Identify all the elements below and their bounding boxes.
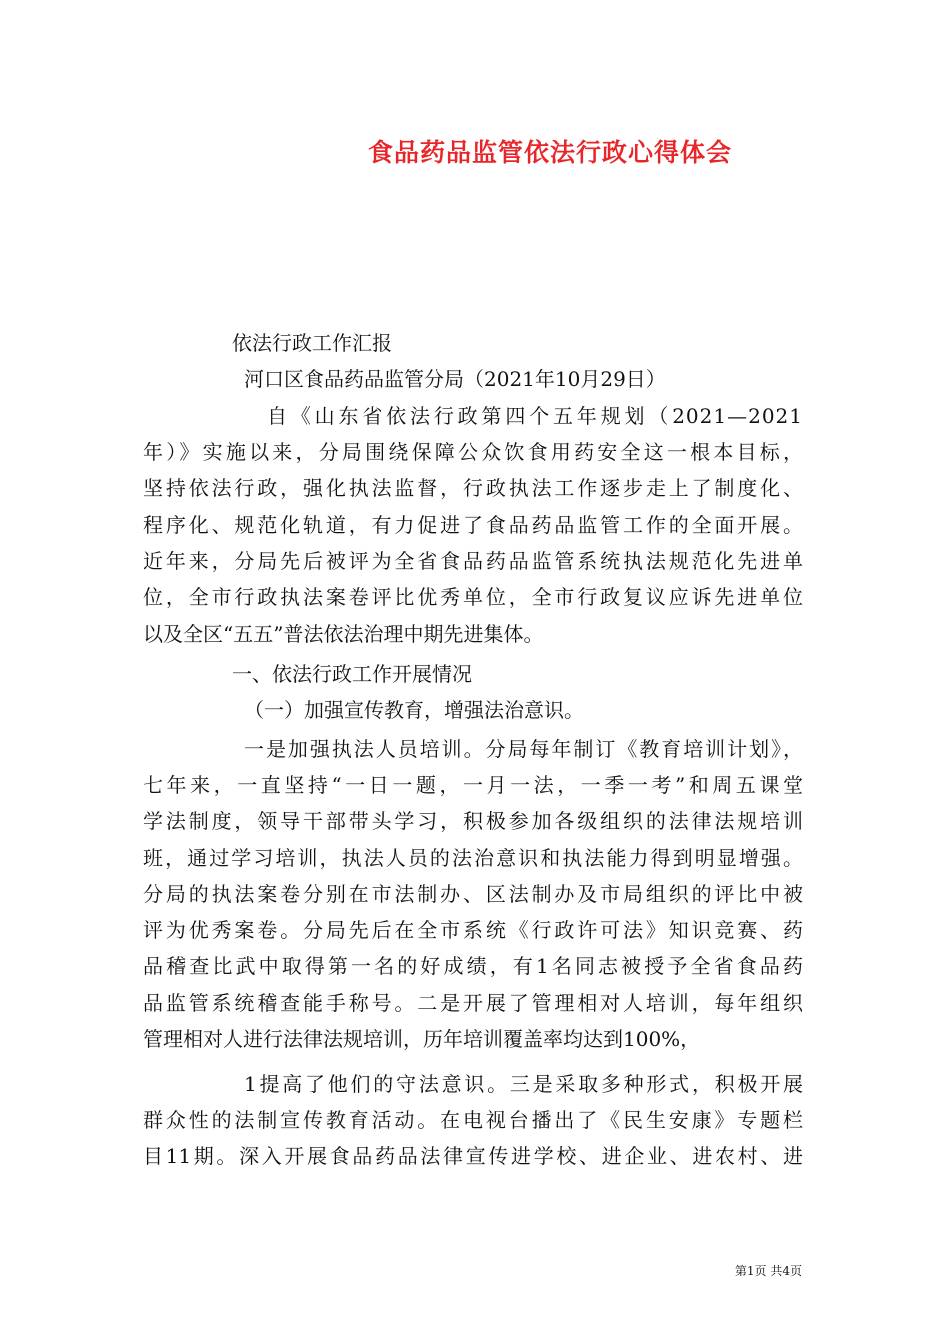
body-line: 品稽查比武中取得第一名的好成绩，有1名同志被授予全省食品药 <box>143 954 803 978</box>
section-heading: 一、依法行政工作开展情况 <box>232 662 472 686</box>
body-line: 年）》实施以来，分局围绕保障公众饮食用药安全这一根本目标， <box>143 440 803 464</box>
body-line: 目11期。深入开展食品药品法律宣传进学校、进企业、进农村、进 <box>143 1144 803 1168</box>
subsection-heading: （一）加强宣传教育，增强法治意识。 <box>244 698 584 722</box>
document-title: 食品药品监管依法行政心得体会 <box>367 138 732 167</box>
page-number: 第1页 共4页 <box>734 1264 802 1278</box>
body-line: 管理相对人进行法律法规培训，历年培训覆盖率均达到100%， <box>143 1027 701 1051</box>
body-line: 自《山东省依法行政第四个五年规划（2021—2021 <box>267 404 803 428</box>
report-heading: 依法行政工作汇报 <box>232 331 392 355</box>
body-line: 1提高了他们的守法意识。三是采取多种形式，积极开展 <box>244 1072 803 1096</box>
body-line: 群众性的法制宣传教育活动。在电视台播出了《民生安康》专题栏 <box>143 1108 803 1132</box>
body-line: 评为优秀案卷。分局先后在全市系统《行政许可法》知识竞赛、药 <box>143 918 803 942</box>
body-line: 近年来，分局先后被评为全省食品药品监管系统执法规范化先进单 <box>143 549 803 573</box>
report-subheading: 河口区食品药品监管分局（2021年10月29日） <box>244 367 666 391</box>
body-line: 七年来，一直坚持“一日一题，一月一法，一季一考”和周五课堂 <box>143 773 803 797</box>
body-line: 分局的执法案卷分别在市法制办、区法制办及市局组织的评比中被 <box>143 882 803 906</box>
body-line: 以及全区“五五”普法依法治理中期先进集体。 <box>143 622 544 646</box>
body-line: 位，全市行政执法案卷评比优秀单位，全市行政复议应诉先进单位 <box>143 585 803 609</box>
body-line: 品监管系统稽查能手称号。二是开展了管理相对人培训，每年组织 <box>143 991 803 1015</box>
body-line: 一是加强执法人员培训。分局每年制订《教育培训计划》， <box>244 737 803 761</box>
body-line: 程序化、规范化轨道，有力促进了食品药品监管工作的全面开展。 <box>143 513 803 537</box>
body-line: 班，通过学习培训，执法人员的法治意识和执法能力得到明显增强。 <box>143 846 803 870</box>
body-line: 学法制度，领导干部带头学习，积极参加各级组织的法律法规培训 <box>143 809 803 833</box>
body-line: 坚持依法行政，强化执法监督，行政执法工作逐步走上了制度化、 <box>143 476 803 500</box>
